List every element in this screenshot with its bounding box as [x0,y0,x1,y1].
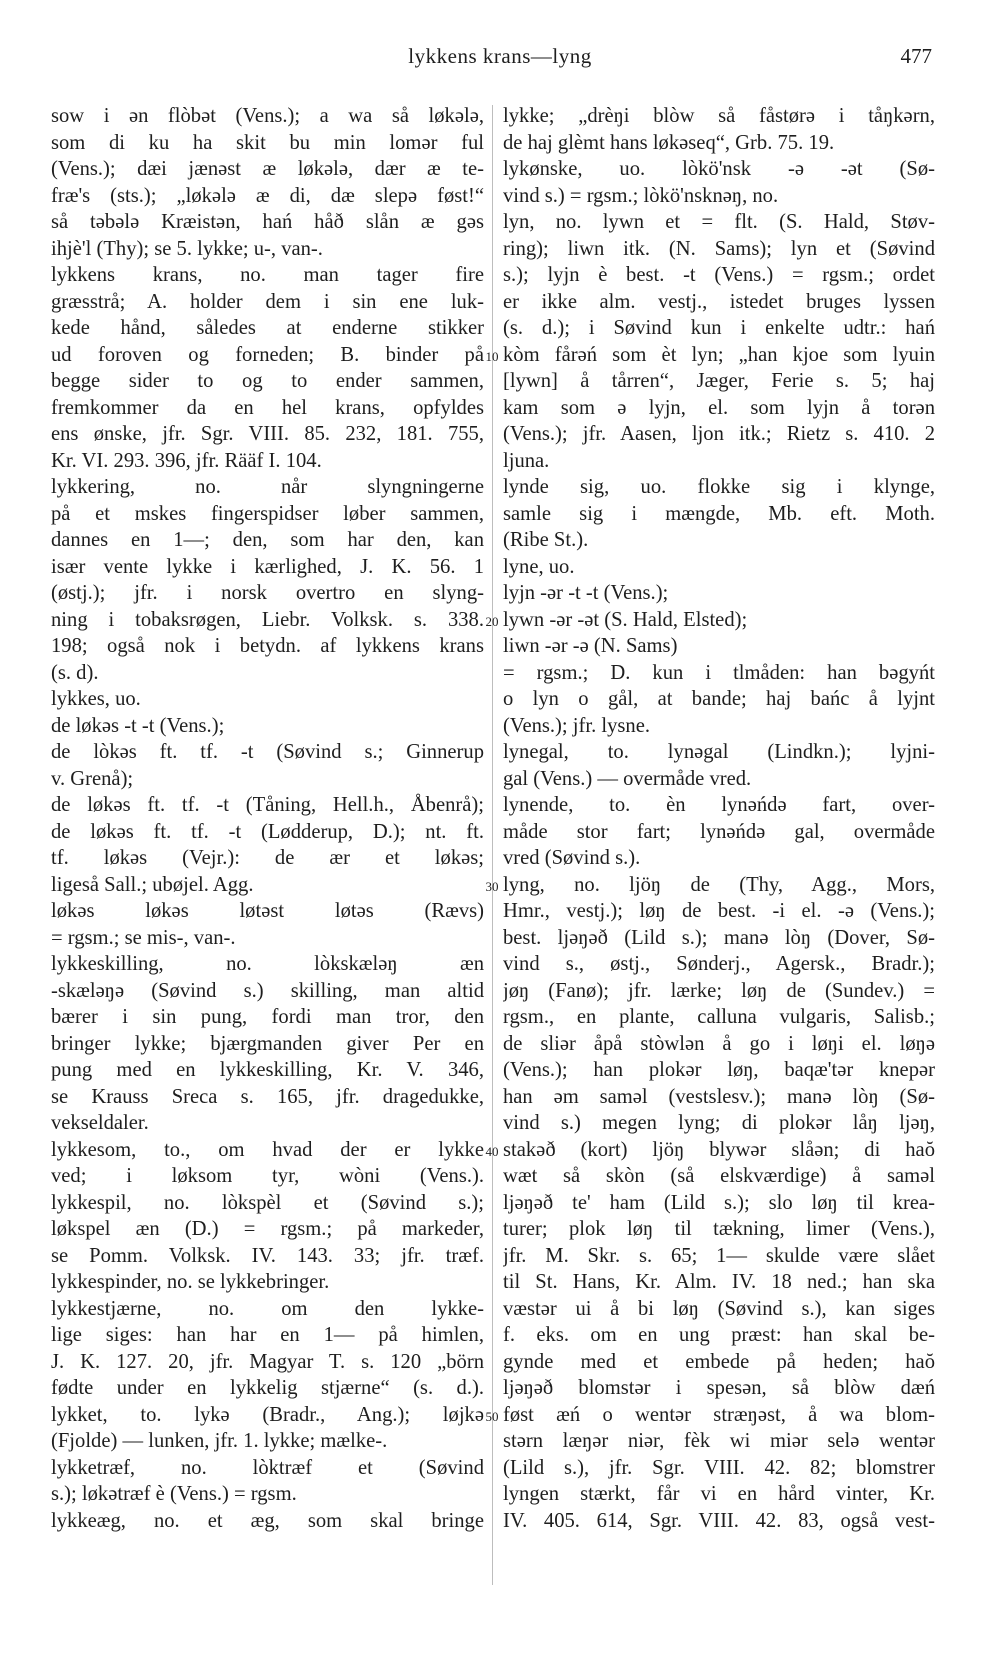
text-line: jøŋ (Fanø); jfr. lærke; løŋ de (Sundev.) = [503,979,935,1002]
text-line: vind s., østj., Sønderj., Agersk., Bradr.); [503,953,935,975]
text-line: se Pomm. Volksk. IV. 143. 33; jfr. træf. [51,1244,484,1267]
text-line: han əm saməl (vestslesv.); manə lòŋ (Sø- [503,1085,935,1108]
text-line: ljəŋəð te' ham (Lild s.); slo løŋ til krea- [503,1191,935,1214]
text-line: pung med en lykkeskilling, Kr. V. 346, [51,1059,484,1081]
text-line: stakəð (kort) ljöŋ blywər slåən; di haŏ [503,1138,935,1161]
text-line: lyn, no. lywn et = flt. (S. Hald, Støv- [503,211,935,233]
text-line: [lywn] å tårren“, Jæger, Ferie s. 5; haj [503,370,935,392]
text-line: (Vens.); han plokər løŋ, baqæ'tər knepər [503,1059,935,1081]
text-line: (Lild s.), jfr. Sgr. VIII. 42. 82; blomstrer [503,1456,935,1479]
running-title: lykkens krans—lyng [408,44,592,68]
text-line: lykket, to. lykə (Bradr., Ang.); løjkə [51,1403,484,1426]
text-line: er ikke alm. vestj., istedet bruges lyssen [503,290,935,313]
text-line: på et mskes fingerspidser løber sammen, [51,502,484,525]
text-line: ved; i løksom tyr, wòni (Vens.). [51,1165,484,1187]
text-line: lykkeæg, no. et æg, som skal bringe [51,1509,484,1532]
text-line: lyngen stærkt, får vi en hård vinter, Kr. [503,1483,935,1505]
text-line: lykkes, uo. [51,688,141,710]
text-line: lykketræf, no. lòktræf et (Søvind [51,1456,484,1479]
text-line: lykkespil, no. lòkspèl et (Søvind s.); [51,1191,484,1214]
text-line: vind s.) megen lyng; di plokər låŋ ljəŋ, [503,1112,935,1134]
line-number: 50 [485,1409,499,1424]
text-line: (s. d.); i Søvind kun i enkelte udtr.: hań [503,317,935,339]
text-line: fræ's (sts.); „løkələ æ di, dæ slepə føst!“ [51,184,484,207]
text-line: ljəŋəð blomstər i spesən, så blòw dæń [503,1377,935,1399]
text-line: (Vens.); dæi jænəst æ løkələ, dær æ te- [51,158,484,180]
text-line: ud foroven og forneden; B. binder på [51,343,484,366]
text-line: så təbələ Kræistən, hań håð slån æ gəs [51,211,484,233]
text-line: 198; også nok i betydn. af lykkens krans [51,635,484,657]
text-line: (Fjolde) — lunken, jfr. 1. lykke; mælke-. [51,1430,388,1452]
text-line: s.); løkətræf è (Vens.) = rgsm. [51,1483,297,1505]
text-line: vekseldaler. [51,1112,149,1134]
text-line: gynde med et embede på heden; haŏ [503,1350,935,1373]
text-line: lynde sig, uo. flokke sig i klynge, [503,476,935,498]
text-line: som di ku ha skit bu min lomər ful [51,131,484,154]
text-line: løkəs løkəs løtəst løtəs (Rævs) [51,900,484,922]
text-line: lykkens krans, no. man tager fire [51,264,484,286]
text-line: lykkesom, to., om hvad der er lykke [51,1138,484,1161]
text-line: føst æń o wentər stræŋəst, å wa blom- [503,1403,935,1426]
text-line: lywn -ər -ət (S. Hald, Elsted); [503,608,748,631]
text-line: Hmr., vestj.); løŋ de best. -i el. -ə (Vens.); [503,900,935,922]
text-line: liwn -ər -ə (N. Sams) [503,635,678,657]
column-divider [492,105,493,1585]
text-line: vind s.) = rgsm.; lòkö'nsknəŋ, no. [503,184,779,207]
text-line: lykkering, no. når slyngningerne [51,476,484,498]
text-line: (østj.); jfr. i norsk overtro en slyng- [51,582,484,604]
text-line: fremkommer da en hel krans, opfyldes [51,396,484,419]
text-line: væstər ui å bi løŋ (Søvind s.), kan siges [503,1297,935,1320]
text-line: f. eks. om en ung præst: han skal be- [503,1324,935,1346]
text-line: o lyn o gål, at bande; haj bańc å lyjnt [503,688,935,710]
text-line: de løkəs -t -t (Vens.); [51,714,225,737]
text-line: (Vens.); jfr. lysne. [503,714,650,737]
text-line: v. Grenå); [51,767,134,790]
text-line: de haj glèmt hans løkəseq“, Grb. 75. 19. [503,131,835,154]
text-line: se Krauss Sreca s. 165, jfr. dragedukke, [51,1085,484,1108]
text-line: de løkəs ft. tf. -t (Lødderup, D.); nt. ft. [51,820,484,843]
text-line: ens ønske, jfr. Sgr. VIII. 85. 232, 181. 755, [51,423,484,445]
text-line: lykønske, uo. lòkö'nsk -ə -ət (Sø- [503,158,935,180]
text-line: sow i ən flòbət (Vens.); a wa så løkələ, [51,105,484,127]
text-line: stərn læŋər niər, fèk wi miər selə wentər [503,1430,935,1452]
text-line: fødte under en lykkelig stjærne“ (s. d.). [51,1377,484,1399]
text-line: ihjè'l (Thy); se 5. lykke; u-, van-. [51,237,323,260]
text-line: wæt så skòn (så elskværdige) å saməl [503,1165,935,1187]
text-line: kede hånd, således at enderne stikker [51,317,484,339]
text-line: løkspel æn (D.) = rgsm.; på markeder, [51,1218,484,1240]
text-line: IV. 405. 614, Sgr. VIII. 42. 83, også vest- [503,1509,935,1532]
left-column [51,103,484,1534]
text-line: ligeså Sall.; ubøjel. Agg. [51,873,254,896]
running-head [0,44,1000,74]
text-line: bærer i sin pung, fordi man tror, den [51,1006,484,1028]
text-line: s.); lyjn è best. -t (Vens.) = rgsm.; ordet [503,264,935,286]
text-line: de sliər åpå stòwlən å go i løŋi el. løŋə [503,1032,935,1055]
text-line: vred (Søvind s.). [503,847,641,869]
text-line: græsstrå; A. holder dem i sin ene luk- [51,290,484,313]
text-line: lykke; „drèŋi blòw så fåstørə i tåŋkərn, [503,105,935,127]
line-number: 30 [485,879,499,894]
text-line: lykkeskilling, no. lòkskæləŋ æn [51,953,484,975]
text-line: måde stor fart; lynəńdə gal, overmåde [503,820,935,843]
text-line: gal (Vens.) — overmåde vred. [503,767,752,790]
text-line: kam som ə lyjn, el. som lyjn å torən [503,396,935,419]
text-line: lyng, no. ljöŋ de (Thy, Agg., Mors, [503,873,935,896]
text-line: dannes en 1—; den, som har den, kan [51,529,484,551]
text-line: til St. Hans, Kr. Alm. IV. 18 ned.; han ska [503,1271,935,1293]
text-line: samle sig i mængde, Mb. eft. Moth. [503,502,935,525]
line-number: 10 [485,349,499,364]
text-line: lykkestjærne, no. om den lykke- [51,1297,484,1320]
text-line: lyjn -ər -t -t (Vens.); [503,582,669,604]
page-number: 477 [900,44,932,68]
text-line: tf. løkəs (Vejr.): de ær et løkəs; [51,847,484,869]
text-line: især vente lykke i kærlighed, J. K. 56. 1 [51,555,484,578]
text-line: = rgsm.; D. kun i tlmåden: han bəgyńt [503,661,935,684]
text-line: ning i tobaksrøgen, Liebr. Volksk. s. 338. [51,608,484,631]
text-line: bringer lykke; bjærgmanden giver Per en [51,1032,484,1055]
text-line: de lòkəs ft. tf. -t (Søvind s.; Ginnerup [51,741,484,763]
text-line: = rgsm.; se mis-, van-. [51,926,236,949]
text-line: lykkespinder, no. se lykkebringer. [51,1271,330,1293]
text-line: (Ribe St.). [503,529,589,551]
text-line: (Vens.); jfr. Aasen, ljon itk.; Rietz s. 410. 2 [503,423,935,445]
line-number: 40 [485,1144,499,1159]
text-line: turer; plok løŋ til tækning, limer (Vens.), [503,1218,935,1240]
text-line: ljuna. [503,449,550,472]
text-line: best. ljəŋəð (Lild s.); manə lòŋ (Dover, Sø- [503,926,935,949]
text-line: kòm fårəń som èt lyn; „han kjoe som lyuin [503,343,935,366]
right-column [503,103,935,1534]
text-line: -skæləŋə (Søvind s.) skilling, man altid [51,979,484,1002]
line-number: 20 [485,614,499,629]
text-line: Kr. VI. 293. 396, jfr. Rääf I. 104. [51,449,322,472]
text-line: J. K. 127. 20, jfr. Magyar T. s. 120 „börn [51,1350,484,1373]
text-line: jfr. M. Skr. s. 65; 1— skulde være slået [503,1244,935,1267]
text-line: lige siges: han har en 1— på himlen, [51,1324,484,1346]
text-line: begge sider to og to ender sammen, [51,370,484,392]
text-line: lyne, uo. [503,555,575,578]
text-line: lynende, to. èn lynəńdə fart, over- [503,794,935,816]
text-line: (s. d). [51,661,99,684]
text-line: de løkəs ft. tf. -t (Tåning, Hell.h., Åbenrå); [51,794,484,816]
text-line: ring); liwn itk. (N. Sams); lyn et (Søvind [503,237,935,260]
text-line: rgsm., en plante, calluna vulgaris, Salisb.; [503,1006,935,1028]
text-line: lynegal, to. lynəgal (Lindkn.); lyjni- [503,741,935,763]
